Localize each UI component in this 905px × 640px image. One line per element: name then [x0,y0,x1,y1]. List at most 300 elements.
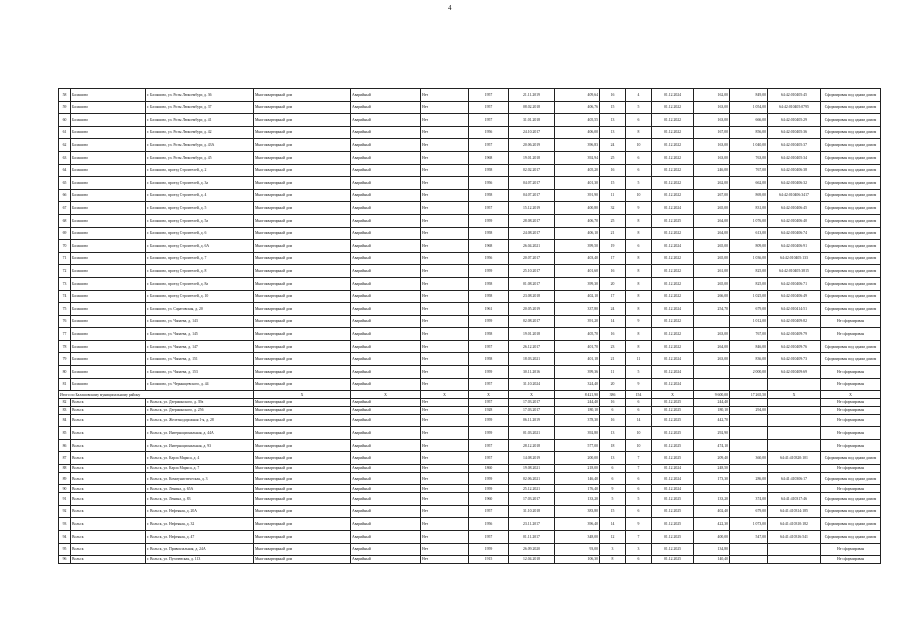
cell-v2: 1 073,00 [730,518,768,531]
cell-addr: г. Балашово, проезд Строителей, д. 4 [146,189,254,202]
cell-plan: 01.12.2022 [652,340,694,353]
cell-note: Сформирован под одним домом [821,126,881,139]
cell-type: Многоквартирный дом [254,378,351,391]
cell-loc: Балашово [71,378,146,391]
cell-plan: 01.12.2022 [652,164,694,177]
cell-b: 6 [626,164,652,177]
cell-kad [768,399,821,407]
cell-type: Многоквартирный дом [254,353,351,366]
cell-year: 1959 [469,472,509,485]
cell-area: 406,76 [555,101,600,114]
cell-b: 5 [626,493,652,506]
cell-area: 391,20 [555,315,600,328]
cell-date: 04.07.2017 [509,189,555,202]
cell-year: 1958 [469,290,509,303]
cell-note: Не сформирован [821,439,881,452]
cell-v2 [730,427,768,440]
cell-v1: 163,00 [694,151,730,164]
cell-n: 77 [59,328,71,341]
cell-year: 1957 [469,530,509,543]
cell-loc: Балашово [71,89,146,102]
table-row [59,406,881,414]
cell-v1: 244,40 [694,399,730,407]
cell-plan: 01.12.2024 [652,485,694,493]
cell-type: Многоквартирный дом [254,177,351,190]
cell-plan: 01.12.2025 [652,556,694,564]
cell-area: 337,80 [555,303,600,316]
subtotal-plan: X [652,391,694,399]
cell-v2 [730,556,768,564]
cell-d: Нет [421,452,469,465]
cell-year: 1958 [469,353,509,366]
cell-date: 06.11.2019 [509,414,555,427]
cell-area: 400,80 [555,202,600,215]
cell-v1: 442,70 [694,414,730,427]
cell-n: 61 [59,126,71,139]
cell-year: 1956 [469,126,509,139]
cell-year: 1968 [469,240,509,253]
cell-status: Аварийный [351,556,421,564]
subtotal-kad: X [768,391,821,399]
cell-area: 401,18 [555,353,600,366]
cell-plan: 01.12.2025 [652,214,694,227]
cell-plan: 01.12.2024 [652,353,694,366]
subtotal-row [59,391,881,399]
table-row [59,472,881,485]
cell-area: 106,30 [555,556,600,564]
cell-note: Сформирован под одним домом [821,227,881,240]
cell-kad [768,543,821,556]
cell-a: 12 [600,530,626,543]
cell-addr: г. Балашово, проезд Строителей, д. 10 [146,290,254,303]
cell-date: 20.05.2019 [509,303,555,316]
cell-v2: 662,00 [730,177,768,190]
cell-d: Нет [421,164,469,177]
cell-note: Сформирован под одним домом [821,214,881,227]
subtotal-type: X [254,391,351,399]
cell-a: 20 [600,378,626,391]
cell-date: 25.12.2021 [509,485,555,493]
table-row [59,290,881,303]
cell-n: 86 [59,439,71,452]
cell-status: Аварийный [351,214,421,227]
cell-status: Аварийный [351,406,421,414]
cell-v2: 286,00 [730,472,768,485]
cell-a: 24 [600,139,626,152]
cell-v1: 254,70 [694,303,730,316]
cell-kad: 64:42:010406:3417 [768,189,821,202]
cell-date: 20.07.2017 [509,252,555,265]
cell-b: 11 [626,353,652,366]
cell-v1: 263,00 [694,328,730,341]
cell-status: Аварийный [351,277,421,290]
cell-n: 67 [59,202,71,215]
cell-loc: Балашово [71,277,146,290]
cell-area: 402,10 [555,290,600,303]
cell-kad: 64:42:010406:45 [768,202,821,215]
cell-d: Нет [421,189,469,202]
cell-type: Многоквартирный дом [254,556,351,564]
cell-area: 405,70 [555,328,600,341]
cell-a: 14 [600,315,626,328]
cell-addr: г. Вольск, ул. Интернациональная, д. 93 [146,439,254,452]
cell-loc: Балашово [71,265,146,278]
cell-a: 13 [600,126,626,139]
subtotal-b: 154 [626,391,652,399]
cell-addr: г. Вольск, ул. Привокзальная, д. 24А [146,543,254,556]
cell-plan: 01.12.2022 [652,315,694,328]
cell-note: Не сформирован [821,366,881,379]
cell-v2: 547,00 [730,530,768,543]
cell-addr: г. Вольск, ул. Железнодорожная 1-я, д. 28 [146,414,254,427]
cell-loc: Балашово [71,151,146,164]
cell-area: 392,94 [555,151,600,164]
cell-v2: 1 076,00 [730,214,768,227]
cell-v2: 825,00 [730,265,768,278]
cell-a: 16 [600,414,626,427]
cell-date: 08.02.2018 [509,101,555,114]
cell-loc: Балашово [71,290,146,303]
cell-a: 17 [600,290,626,303]
cell-d: Нет [421,177,469,190]
cell-plan: 01.12.2022 [652,328,694,341]
cell-type: Многоквартирный дом [254,505,351,518]
cell-area: 401,70 [555,340,600,353]
cell-v1: 265,00 [694,277,730,290]
cell-date: 26.04.2021 [509,240,555,253]
cell-area: 405,20 [555,164,600,177]
cell-v1: 209,40 [694,452,730,465]
cell-d: Нет [421,114,469,127]
cell-b: 4 [626,89,652,102]
cell-b: 8 [626,303,652,316]
cell-type: Многоквартирный дом [254,126,351,139]
table-row [59,353,881,366]
cell-area: 324,40 [555,378,600,391]
housing-table [58,88,881,564]
cell-kad [768,414,821,427]
cell-n: 64 [59,164,71,177]
cell-a: 16 [600,328,626,341]
cell-status: Аварийный [351,340,421,353]
cell-v1: 248,50 [694,465,730,473]
cell-loc: Балашово [71,189,146,202]
cell-status: Аварийный [351,427,421,440]
cell-loc: Балашово [71,114,146,127]
subtotal-note: X [821,391,881,399]
cell-status: Аварийный [351,202,421,215]
table-row [59,189,881,202]
cell-status: Аварийный [351,290,421,303]
cell-b: 14 [626,414,652,427]
cell-d: Нет [421,493,469,506]
cell-year: 1959 [469,427,509,440]
cell-b: 8 [626,340,652,353]
cell-v2: 1 054,00 [730,101,768,114]
table-row [59,340,881,353]
cell-v1: 162,00 [694,89,730,102]
cell-area: 405,55 [555,114,600,127]
cell-a: 21 [600,353,626,366]
cell-status: Аварийный [351,265,421,278]
cell-plan: 01.12.2025 [652,530,694,543]
cell-year: 1960 [469,493,509,506]
cell-year: 1956 [469,177,509,190]
cell-plan: 01.12.2022 [652,177,694,190]
cell-b: 5 [626,101,652,114]
cell-kad: 64:42:010406:32 [768,177,821,190]
cell-kad: 64:42:010409:82 [768,315,821,328]
cell-v1: 134,80 [694,543,730,556]
cell-type: Многоквартирный дом [254,214,351,227]
cell-d: Нет [421,101,469,114]
cell-date: 02.08.2017 [509,315,555,328]
cell-status: Аварийный [351,485,421,493]
cell-year: 1957 [469,139,509,152]
cell-d: Нет [421,151,469,164]
cell-status: Аварийный [351,177,421,190]
cell-kad: 64:42:010409:76 [768,340,821,353]
cell-plan: 01.12.2022 [652,114,694,127]
cell-note: Сформирован под одним домом [821,164,881,177]
cell-d: Нет [421,485,469,493]
cell-kad: 64:41:410317:46 [768,493,821,506]
cell-v1: 265,00 [694,252,730,265]
cell-loc: Вольск [71,427,146,440]
cell-v2: 1 036,00 [730,252,768,265]
cell-d: Нет [421,414,469,427]
cell-date: 02.02.2017 [509,164,555,177]
cell-v1: 264,00 [694,227,730,240]
cell-date: 25.10.2017 [509,265,555,278]
cell-year: 1958 [469,227,509,240]
cell-v2: 767,00 [730,164,768,177]
cell-a: 24 [600,303,626,316]
cell-n: 76 [59,315,71,328]
cell-v1: 261,00 [694,265,730,278]
cell-kad: 64:42:010405:133 [768,252,821,265]
cell-date: 30.11.2016 [509,366,555,379]
cell-addr: г. Балашово, проезд Строителей, д. 6 [146,227,254,240]
cell-loc: Балашово [71,340,146,353]
table-row [59,328,881,341]
cell-note: Не сформирован [821,378,881,391]
cell-status: Аварийный [351,240,421,253]
cell-loc: Балашово [71,139,146,152]
cell-loc: Вольск [71,399,146,407]
cell-b: 8 [626,290,652,303]
cell-a: 15 [600,505,626,518]
table-row [59,556,881,564]
cell-year: 1957 [469,202,509,215]
cell-type: Многоквартирный дом [254,366,351,379]
cell-year: 1956 [469,252,509,265]
cell-b: 7 [626,530,652,543]
cell-v2 [730,378,768,391]
cell-n: 91 [59,493,71,506]
cell-type: Многоквартирный дом [254,139,351,152]
cell-v2: 360,00 [730,452,768,465]
cell-b: 7 [626,452,652,465]
cell-status: Аварийный [351,465,421,473]
cell-year: 1959 [469,366,509,379]
cell-b: 8 [626,227,652,240]
cell-area: 396,83 [555,139,600,152]
table-row [59,252,881,265]
cell-status: Аварийный [351,543,421,556]
cell-date: 31.10.2024 [509,378,555,391]
cell-loc: Балашово [71,227,146,240]
cell-loc: Балашово [71,252,146,265]
cell-year: 1959 [469,315,509,328]
cell-status: Аварийный [351,89,421,102]
cell-plan: 01.12.2022 [652,139,694,152]
cell-d: Нет [421,227,469,240]
cell-addr: г. Вольск, ул. Дзержинского, д. 256 [146,406,254,414]
cell-v1: 262,00 [694,177,730,190]
cell-n: 79 [59,353,71,366]
cell-v1: 292,90 [694,427,730,440]
cell-n: 88 [59,465,71,473]
table-row [59,427,881,440]
cell-plan: 01.12.2022 [652,277,694,290]
cell-loc: Балашово [71,303,146,316]
cell-area: 93,00 [555,543,600,556]
cell-area: 218,00 [555,465,600,473]
cell-year: 1958 [469,328,509,341]
cell-a: 15 [600,101,626,114]
cell-kad [768,439,821,452]
cell-plan: 01.12.2024 [652,303,694,316]
cell-status: Аварийный [351,505,421,518]
subtotal-a: 386 [600,391,626,399]
cell-a: 23 [600,340,626,353]
cell-note: Сформирован под одним домом [821,353,881,366]
cell-n: 59 [59,101,71,114]
cell-n: 69 [59,227,71,240]
cell-year: 1957 [469,89,509,102]
cell-type: Многоквартирный дом [254,151,351,164]
table-row [59,277,881,290]
cell-type: Многоквартирный дом [254,530,351,543]
cell-b: 8 [626,328,652,341]
cell-n: 71 [59,252,71,265]
cell-area: 401,60 [555,265,600,278]
cell-area: 348,00 [555,530,600,543]
cell-b: 6 [626,556,652,564]
cell-status: Аварийный [351,126,421,139]
cell-status: Аварийный [351,493,421,506]
cell-v2: 767,00 [730,328,768,341]
cell-area: 396,40 [555,518,600,531]
cell-loc: Балашово [71,126,146,139]
cell-n: 72 [59,265,71,278]
cell-addr: г. Вольск, ул. Ленина, д. 83 [146,493,254,506]
cell-d: Нет [421,252,469,265]
cell-plan: 01.12.2025 [652,543,694,556]
cell-addr: г. Балашово, проезд Строителей, д. 5а [146,214,254,227]
cell-addr: г. Балашово, проезд Строителей, д. 3а [146,177,254,190]
cell-v2: 666,00 [730,114,768,127]
cell-a: 11 [600,366,626,379]
cell-a: 13 [600,114,626,127]
table-row [59,114,881,127]
cell-n: 96 [59,556,71,564]
cell-type: Многоквартирный дом [254,465,351,473]
cell-type: Многоквартирный дом [254,493,351,506]
cell-b: 10 [626,139,652,152]
cell-note: Не сформирован [821,556,881,564]
cell-b: 5 [626,177,652,190]
cell-area: 399,50 [555,240,600,253]
cell-b: 8 [626,214,652,227]
table-row [59,240,881,253]
cell-a: 18 [600,439,626,452]
table-row [59,177,881,190]
cell-v1: 267,00 [694,189,730,202]
cell-n: 89 [59,472,71,485]
cell-plan: 01.12.2022 [652,252,694,265]
cell-kad [768,427,821,440]
cell-loc: Вольск [71,472,146,485]
cell-plan: 01.12.2024 [652,240,694,253]
cell-v2: 831,00 [730,202,768,215]
cell-date: 23.11.2017 [509,518,555,531]
cell-d: Нет [421,265,469,278]
cell-status: Аварийный [351,530,421,543]
cell-area: 406,00 [555,126,600,139]
cell-d: Нет [421,556,469,564]
cell-status: Аварийный [351,366,421,379]
cell-plan: 01.12.2025 [652,505,694,518]
cell-kad: 64:42:010406:40 [768,214,821,227]
cell-kad: 64:41:410310:182 [768,518,821,531]
cell-area: 378,30 [555,414,600,427]
cell-year: 1915 [469,556,509,564]
cell-year: 1957 [469,114,509,127]
cell-addr: г. Балашово, ул. Чапаева, д. 151 [146,353,254,366]
cell-year: 1956 [469,518,509,531]
cell-loc: Вольск [71,414,146,427]
cell-note: Не сформирован [821,406,881,414]
cell-v2 [730,414,768,427]
cell-loc: Вольск [71,406,146,414]
cell-note: Сформирован под одним домом [821,303,881,316]
cell-v2: 1 040,00 [730,139,768,152]
cell-type: Многоквартирный дом [254,340,351,353]
cell-loc: Вольск [71,530,146,543]
cell-v1: 264,00 [694,340,730,353]
cell-status: Аварийный [351,227,421,240]
cell-year: 1959 [469,265,509,278]
cell-date: 18.03.2021 [509,353,555,366]
cell-n: 80 [59,366,71,379]
cell-area: 406,70 [555,214,600,227]
cell-kad: 64:42:010409:69 [768,366,821,379]
cell-n: 66 [59,189,71,202]
cell-area: 180,10 [555,406,600,414]
cell-date: 17.03.2017 [509,493,555,506]
cell-plan: 01.12.2024 [652,378,694,391]
cell-date: 12.04.2018 [509,556,555,564]
table-row [59,543,881,556]
cell-n: 63 [59,151,71,164]
cell-type: Многоквартирный дом [254,227,351,240]
cell-v1: 133,20 [694,493,730,506]
cell-d: Нет [421,378,469,391]
cell-v1 [694,485,730,493]
cell-a: 16 [600,399,626,407]
